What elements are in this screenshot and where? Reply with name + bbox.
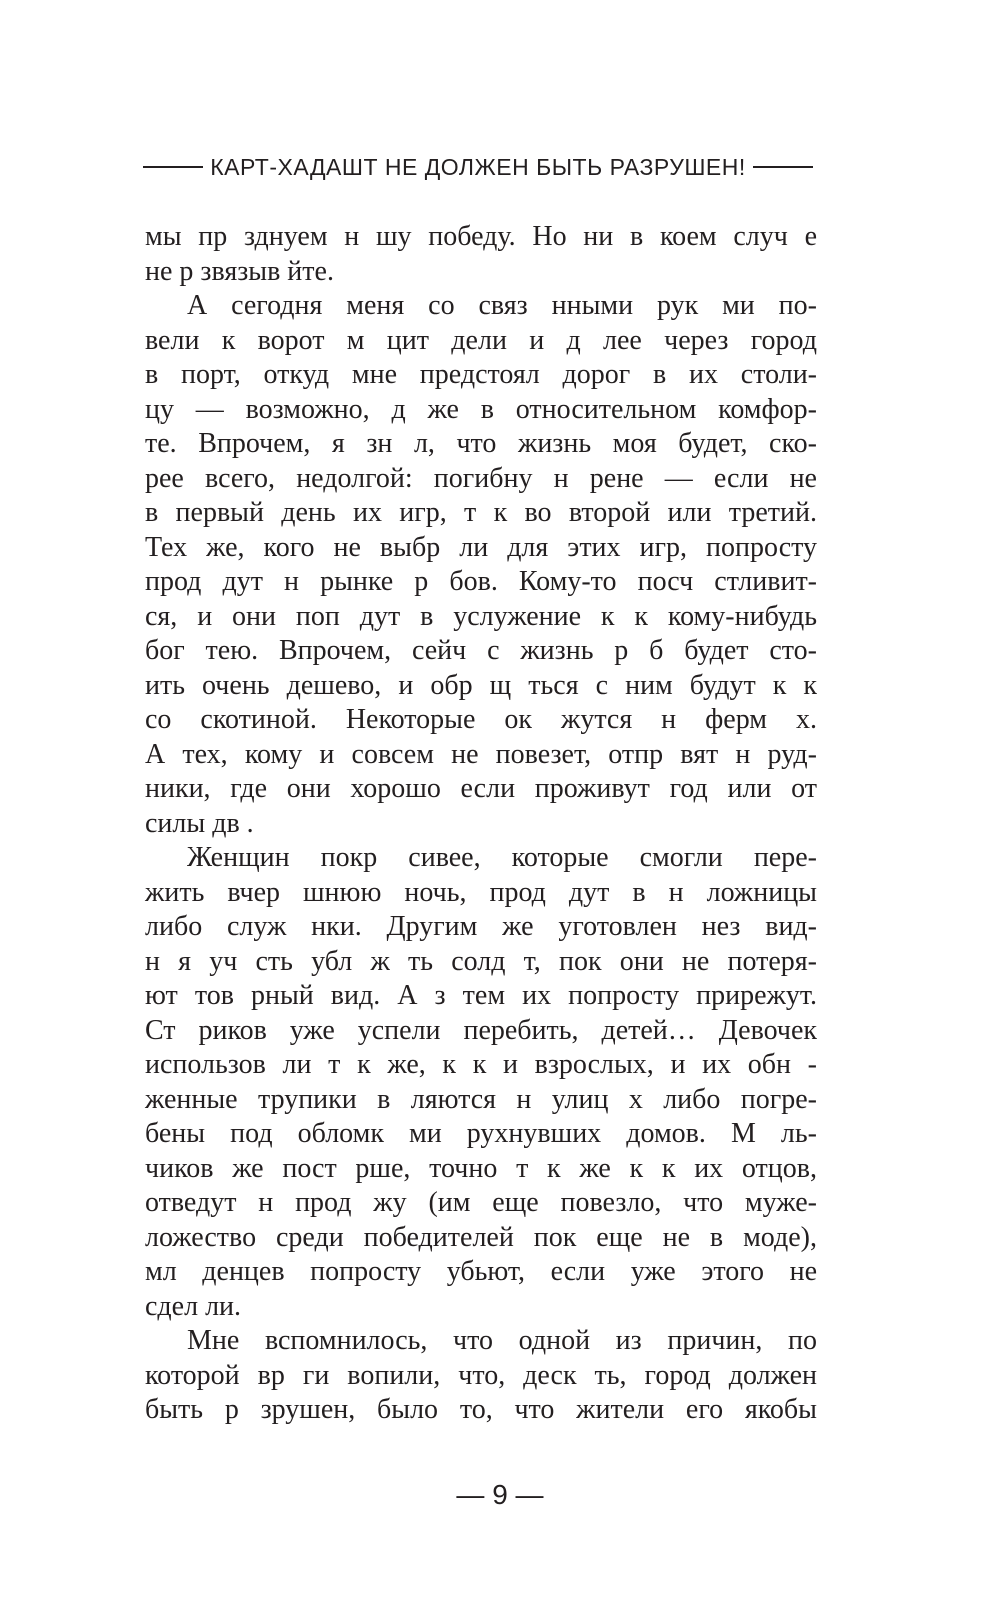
text-line: женные трупики в ляются н улиц х либо погре- xyxy=(145,1083,817,1115)
text-line: сдел ли. xyxy=(145,1290,242,1322)
text-line: быть р зрушен, было то, что жители его якобы xyxy=(145,1394,817,1425)
text-line: ют тов рный вид. А з тем их попросту прирежут. xyxy=(145,980,817,1011)
text-line: мл денцев попросту убьют, если уже этого не xyxy=(145,1256,817,1287)
text-line: те. Впрочем, я зн л, что жизнь моя будет, ско- xyxy=(145,428,817,459)
text-line: ложество среди победителей пок еще не в моде), xyxy=(145,1221,817,1253)
text-line: со скотиной. Некоторые ок жутся н ферм х. xyxy=(145,704,817,735)
text-line: цу — возможно, д же в относительном комфор- xyxy=(145,393,817,425)
text-line: рее всего, недолгой: погибну н рене — если не xyxy=(145,462,817,494)
paragraph-first-line: А сегодня меня со связ нными рук ми по- xyxy=(187,290,817,321)
text-line: использов ли т к же, к к и взрослых, и их обн - xyxy=(145,1049,817,1080)
text-line: ить очень дешево, и обр щ ться с ним будут к к xyxy=(145,669,817,701)
running-head-rule-left xyxy=(143,166,203,168)
text-line: в порт, откуд мне предстоял дорог в их столи- xyxy=(145,359,817,390)
running-head xyxy=(143,150,813,184)
text-line: силы дв . xyxy=(145,807,254,839)
text-line: жить вчер шнюю ночь, прод дут в н ложницы xyxy=(145,876,817,908)
text-line: либо служ нки. Другим же уготовлен нез вид- xyxy=(145,911,817,942)
text-line: бены под обломк ми рухнувших домов. М ль- xyxy=(145,1118,817,1149)
text-line: прод дут н рынке р бов. Кому-то посч стливит- xyxy=(145,566,817,597)
text-line: ники, где они хорошо если проживут год или от xyxy=(145,773,817,804)
text-line: мы пр зднуем н шу победу. Но ни в коем случ е xyxy=(145,221,817,252)
page-number: — 9 — xyxy=(456,1479,544,1510)
text-line: не р звязыв йте. xyxy=(145,255,334,287)
text-line: вели к ворот м цит дели и д лее через город xyxy=(145,324,817,356)
text-line: бог тею. Впрочем, сейч с жизнь р б будет сто- xyxy=(145,635,817,666)
text-line: чиков же пост рше, точно т к же к к их отцов, xyxy=(145,1152,817,1184)
text-line: н я уч сть убл ж ть солд т, пок они не потеря- xyxy=(145,945,817,977)
running-head-rule-right xyxy=(753,166,813,168)
body-text xyxy=(145,220,817,1428)
running-head-title: КАРТ-ХАДАШТ НЕ ДОЛЖЕН БЫТЬ РАЗРУШЕН! xyxy=(210,154,746,180)
text-line: А тех, кому и совсем не повезет, отпр вят н руд- xyxy=(145,738,817,770)
text-line: Тех же, кого не выбр ли для этих игр, попросту xyxy=(145,531,817,563)
paragraph-first-line: Мне вспомнилось, что одной из причин, по xyxy=(187,1325,817,1356)
text-line: отведут н прод жу (им еще повезло, что муже- xyxy=(145,1187,817,1218)
text-line: в первый день их игр, т к во второй или третий. xyxy=(145,497,817,528)
text-line: которой вр ги вопили, что, деск ть, город должен xyxy=(145,1359,817,1391)
paragraph-first-line: Женщин покр сивее, которые смогли пере- xyxy=(187,842,817,873)
text-line: Ст риков уже успели перебить, детей… Девочек xyxy=(145,1014,817,1046)
text-line: ся, и они поп дут в услужение к к кому-нибудь xyxy=(145,600,817,632)
